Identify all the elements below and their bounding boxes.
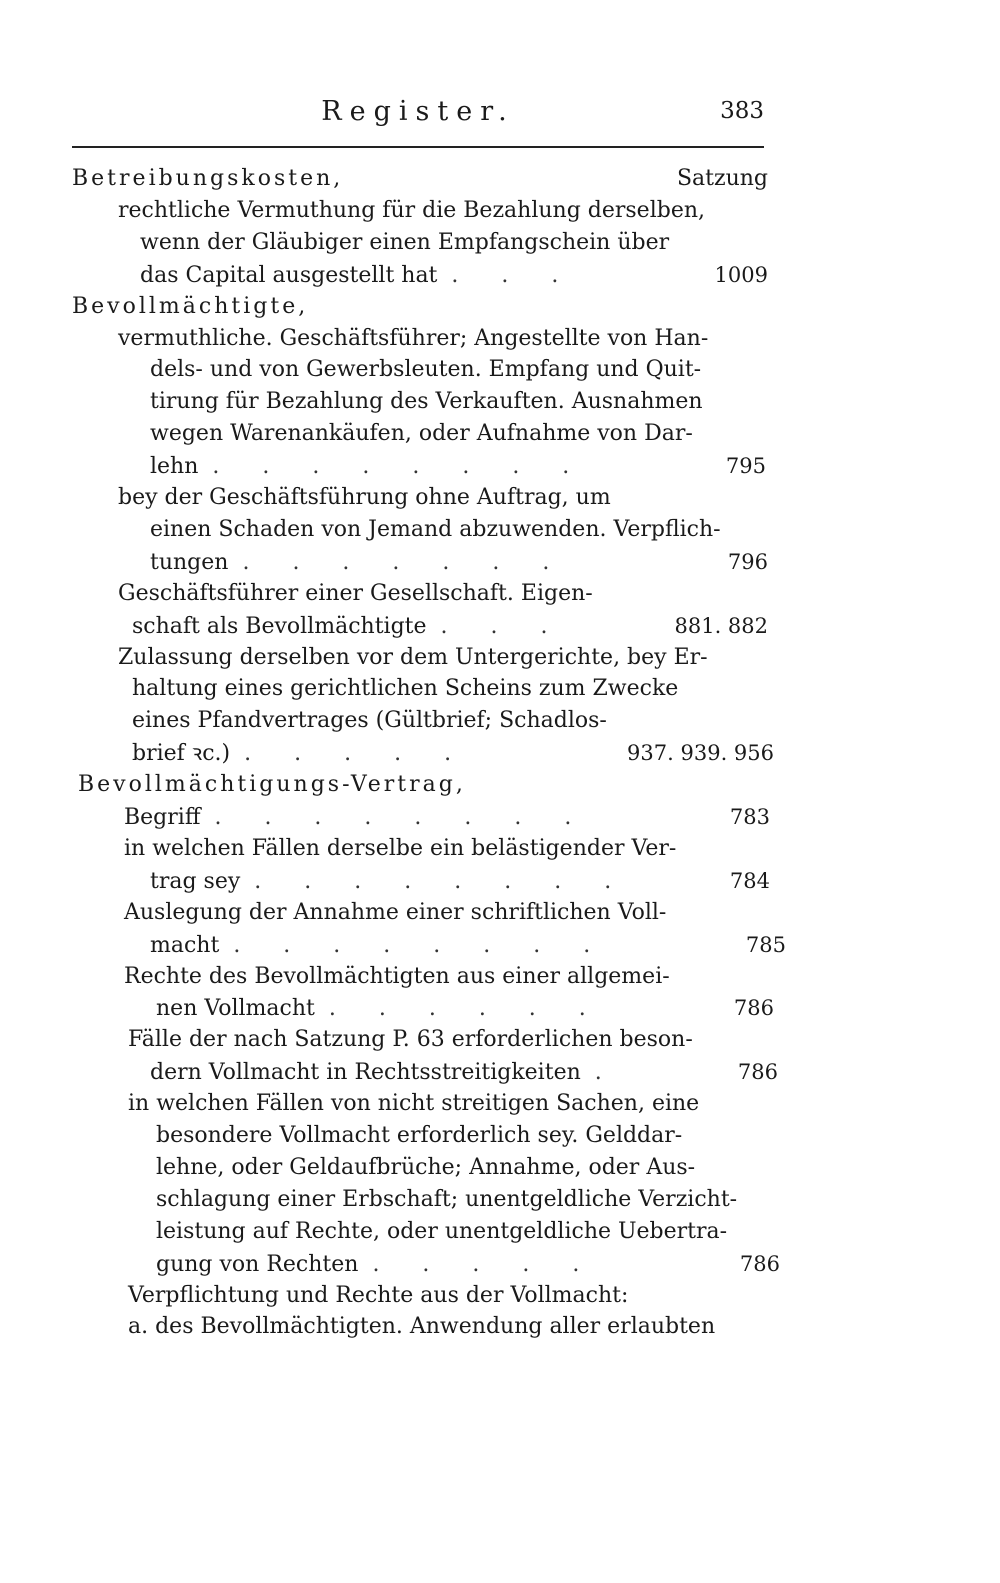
register-line: [150, 386, 722, 418]
entry-text: lehn: [150, 454, 199, 480]
leader-dots: . . . . . . .: [242, 549, 568, 575]
register-line: [140, 227, 722, 259]
section-reference: 796: [727, 549, 768, 574]
entry-text: Zulassung derselben vor dem Untergerichte, bey Er-: [118, 644, 708, 670]
entry-text: Betreibungskosten,: [72, 166, 344, 191]
register-line: [150, 514, 722, 546]
register-line: [132, 610, 768, 642]
page-number: 383: [720, 98, 764, 124]
entry-text: Verpflichtung und Rechte aus der Vollmacht:: [128, 1282, 629, 1308]
register-line: [140, 259, 768, 291]
entry-text: bey der Geschäftsführung ohne Auftrag, um: [118, 485, 611, 510]
entry-text: rechtliche Vermuthung für die Bezahlung derselben,: [118, 197, 705, 223]
register-line: [128, 1280, 628, 1312]
register-line: [150, 546, 768, 578]
entry-text: Auslegung der Annahme einer schriftlichen Voll-: [124, 899, 667, 925]
register-line: [124, 897, 728, 929]
entry-text: in welchen Fällen derselbe ein belästigender Ver-: [124, 835, 677, 861]
register-line: [132, 737, 774, 769]
entry-text: Bevollmächtigte,: [72, 293, 309, 319]
leader-dots: . . .: [451, 262, 577, 288]
leader-dots: . . . . . . . .: [212, 454, 588, 480]
register-line: [128, 1024, 730, 1056]
entry-text: schaft als Bevollmächtigte: [132, 613, 427, 639]
entry-text: das Capital ausgestellt hat: [140, 262, 438, 288]
entry-text: leistung auf Rechte, oder unentgeldliche Uebertra-: [156, 1218, 728, 1244]
section-reference: 786: [733, 996, 774, 1021]
entry-text: besondere Vollmacht erforderlich sey. Gelddar-: [156, 1123, 683, 1148]
entry-text: wegen Warenankäufen, oder Aufnahme von Dar-: [150, 421, 693, 447]
leader-dots: . . . . .: [244, 741, 470, 767]
section-reference: 881. 882: [674, 613, 768, 638]
entry-text: eines Pfandvertrages (Gültbrief; Schadlos-: [132, 708, 607, 734]
register-line: [118, 195, 766, 227]
register-line: [124, 961, 728, 993]
header-rule: [72, 146, 764, 148]
leader-dots: . . . . . .: [328, 996, 604, 1022]
entry-text: tungen: [150, 549, 229, 575]
entry-text: dern Vollmacht in Rechtsstreitigkeiten: [150, 1060, 581, 1086]
leader-dots: . . . . . . . .: [254, 868, 630, 894]
section-reference: 795: [725, 454, 766, 479]
register-line: [118, 578, 722, 610]
register-line: [156, 1152, 740, 1184]
entry-text: Fälle der nach Satzung P. 63 erforderlichen beson-: [128, 1027, 693, 1053]
register-line: [156, 1120, 740, 1152]
entry-text: Bevollmächtigungs-Vertrag,: [78, 772, 466, 798]
register-line: [150, 929, 786, 961]
register-line: [150, 418, 722, 450]
entry-text: Rechte des Bevollmächtigten aus einer allgemei-: [124, 963, 670, 989]
entry-text: tirung für Bezahlung des Verkauften. Ausnahmen: [150, 389, 703, 415]
register-line: [150, 354, 722, 386]
entry-text: vermuthliche. Geschäftsführer; Angestellte von Han-: [118, 325, 709, 351]
register-line: [156, 1216, 756, 1248]
section-reference: 784: [729, 868, 770, 893]
entry-text: wenn der Gläubiger einen Empfangschein über: [140, 229, 670, 255]
register-line: [124, 801, 770, 833]
entry-text: haltung eines gerichtlichen Scheins zum Zwecke: [132, 676, 679, 702]
entry-text: gung von Rechten: [156, 1251, 359, 1277]
register-line: [150, 450, 766, 482]
entry-text: einen Schaden von Jemand abzuwenden. Verpflich-: [150, 516, 721, 542]
leader-dots: . . . . . . . .: [214, 805, 590, 830]
register-line: [78, 769, 466, 801]
section-reference: 785: [745, 932, 786, 957]
register-line: [118, 482, 722, 514]
entry-continuation: Satzung: [676, 166, 768, 191]
entry-text: Begriff: [124, 805, 201, 830]
page-title: Register.: [321, 96, 515, 127]
entry-text: nen Vollmacht: [156, 996, 315, 1022]
leader-dots: .: [594, 1060, 620, 1086]
section-reference: 1009: [714, 262, 768, 287]
register-line: [156, 992, 774, 1024]
register-line: [128, 1088, 734, 1120]
leader-dots: . . . . . . . .: [233, 932, 609, 958]
leader-dots: . . . . .: [372, 1251, 598, 1277]
entry-text: dels- und von Gewerbsleuten. Empfang und Quit-: [150, 357, 702, 383]
register-line: [156, 1248, 780, 1280]
entry-text: in welchen Fällen von nicht streitigen Sachen, eine: [128, 1091, 700, 1117]
entry-text: schlagung einer Erbschaft; unentgeldliche Verzicht-: [156, 1186, 738, 1212]
section-reference: 937. 939. 956: [627, 741, 774, 766]
section-reference: 786: [739, 1251, 780, 1276]
entry-text: trag sey: [150, 868, 241, 894]
register-line: [150, 1056, 778, 1088]
entry-text: brief ꝛc.): [132, 741, 231, 767]
register-line: [150, 865, 770, 897]
leader-dots: . . .: [440, 613, 566, 639]
entry-text: lehne, oder Geldaufbrüche; Annahme, oder Aus-: [156, 1154, 696, 1180]
register-line: [156, 1184, 740, 1216]
entry-text: Geschäftsführer einer Gesellschaft. Eigen-: [118, 580, 593, 606]
register-line: [118, 323, 720, 355]
section-reference: 786: [737, 1060, 778, 1085]
register-line: [124, 833, 728, 865]
entry-text: macht: [150, 932, 220, 958]
register-line: [118, 642, 728, 674]
running-header: [72, 92, 764, 132]
section-reference: 783: [729, 805, 770, 829]
entry-text: a. des Bevollmächtigten. Anwendung aller erlaubten: [128, 1314, 716, 1340]
register-line: [132, 673, 728, 705]
register-line: [132, 705, 728, 737]
register-line: [72, 163, 768, 195]
register-line: [128, 1311, 715, 1343]
register-line: [72, 291, 308, 323]
